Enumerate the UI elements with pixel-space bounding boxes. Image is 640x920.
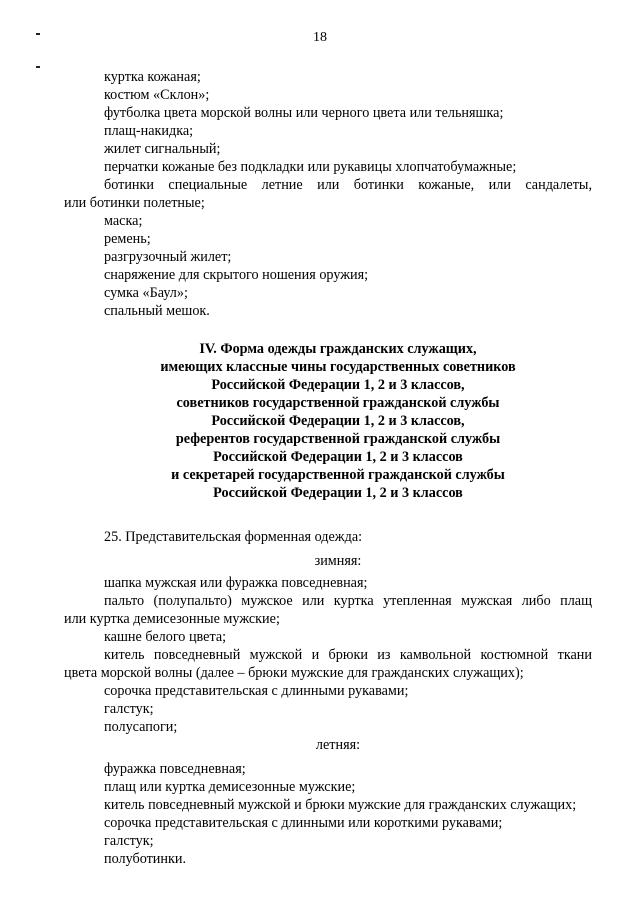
list-item-continuation: цвета морской волны (далее – брюки мужские для гражданских служащих); xyxy=(64,665,524,681)
list-item: китель повседневный мужской и брюки мужские для гражданских служащих; xyxy=(104,797,577,813)
list-item: галстук; xyxy=(104,833,154,849)
section-title-line: Российской Федерации 1, 2 и 3 классов xyxy=(213,449,463,465)
list-item: китель повседневный мужской и брюки из камвольной костюмной ткани xyxy=(104,647,592,663)
list-item: сорочка представительская с длинными или короткими рукавами; xyxy=(104,815,503,831)
list-item: полуботинки. xyxy=(104,851,187,867)
section-title-line: IV. Форма одежды гражданских служащих, xyxy=(199,341,477,357)
list-item: куртка кожаная; xyxy=(104,69,201,85)
list-item: снаряжение для скрытого ношения оружия; xyxy=(104,267,369,283)
section-title-line: Российской Федерации 1, 2 и 3 классов xyxy=(213,485,463,501)
list-item: кашне белого цвета; xyxy=(104,629,227,645)
list-item: маска; xyxy=(104,213,143,229)
list-item: сорочка представительская с длинными рукавами; xyxy=(104,683,409,699)
section-title-line: имеющих классные чины государственных советников xyxy=(160,359,516,375)
list-item: плащ или куртка демисезонные мужские; xyxy=(104,779,356,795)
list-item-continuation: или ботинки полетные; xyxy=(64,195,205,211)
page-number: 18 xyxy=(313,30,327,45)
list-item: разгрузочный жилет; xyxy=(104,249,232,265)
list-item: жилет сигнальный; xyxy=(104,141,221,157)
section-title-line: референтов государственной гражданской службы xyxy=(175,431,501,447)
section-title-line: советников государственной гражданской службы xyxy=(176,395,500,411)
list-item: шапка мужская или фуражка повседневная; xyxy=(104,575,368,591)
subheading-summer: летняя: xyxy=(315,737,361,753)
section-title-line: и секретарей государственной гражданской службы xyxy=(171,467,505,483)
list-item: костюм «Склон»; xyxy=(104,87,210,103)
list-item: плащ-накидка; xyxy=(104,123,194,139)
list-item: ботинки специальные летние или ботинки кожаные, или сандалеты, xyxy=(104,177,592,193)
scan-mark xyxy=(36,66,40,68)
list-item: ремень; xyxy=(104,231,151,247)
list-item: галстук; xyxy=(104,701,154,717)
list-item: футболка цвета морской волны или черного цвета или тельняшка; xyxy=(104,105,504,121)
list-item-continuation: или куртка демисезонные мужские; xyxy=(64,611,280,627)
list-item: пальто (полупальто) мужское или куртка утепленная мужская либо плащ xyxy=(104,593,592,609)
subheading-winter: зимняя: xyxy=(314,553,362,569)
section-title-line: Российской Федерации 1, 2 и 3 классов, xyxy=(211,377,465,393)
list-item: перчатки кожаные без подкладки или рукавицы хлопчатобумажные; xyxy=(104,159,517,175)
list-item: фуражка повседневная; xyxy=(104,761,246,777)
section-title-line: Российской Федерации 1, 2 и 3 классов, xyxy=(211,413,465,429)
list-item: спальный мешок. xyxy=(104,303,210,319)
paragraph-heading: 25. Представительская форменная одежда: xyxy=(104,529,363,545)
list-item: полусапоги; xyxy=(104,719,178,735)
list-item: сумка «Баул»; xyxy=(104,285,188,301)
